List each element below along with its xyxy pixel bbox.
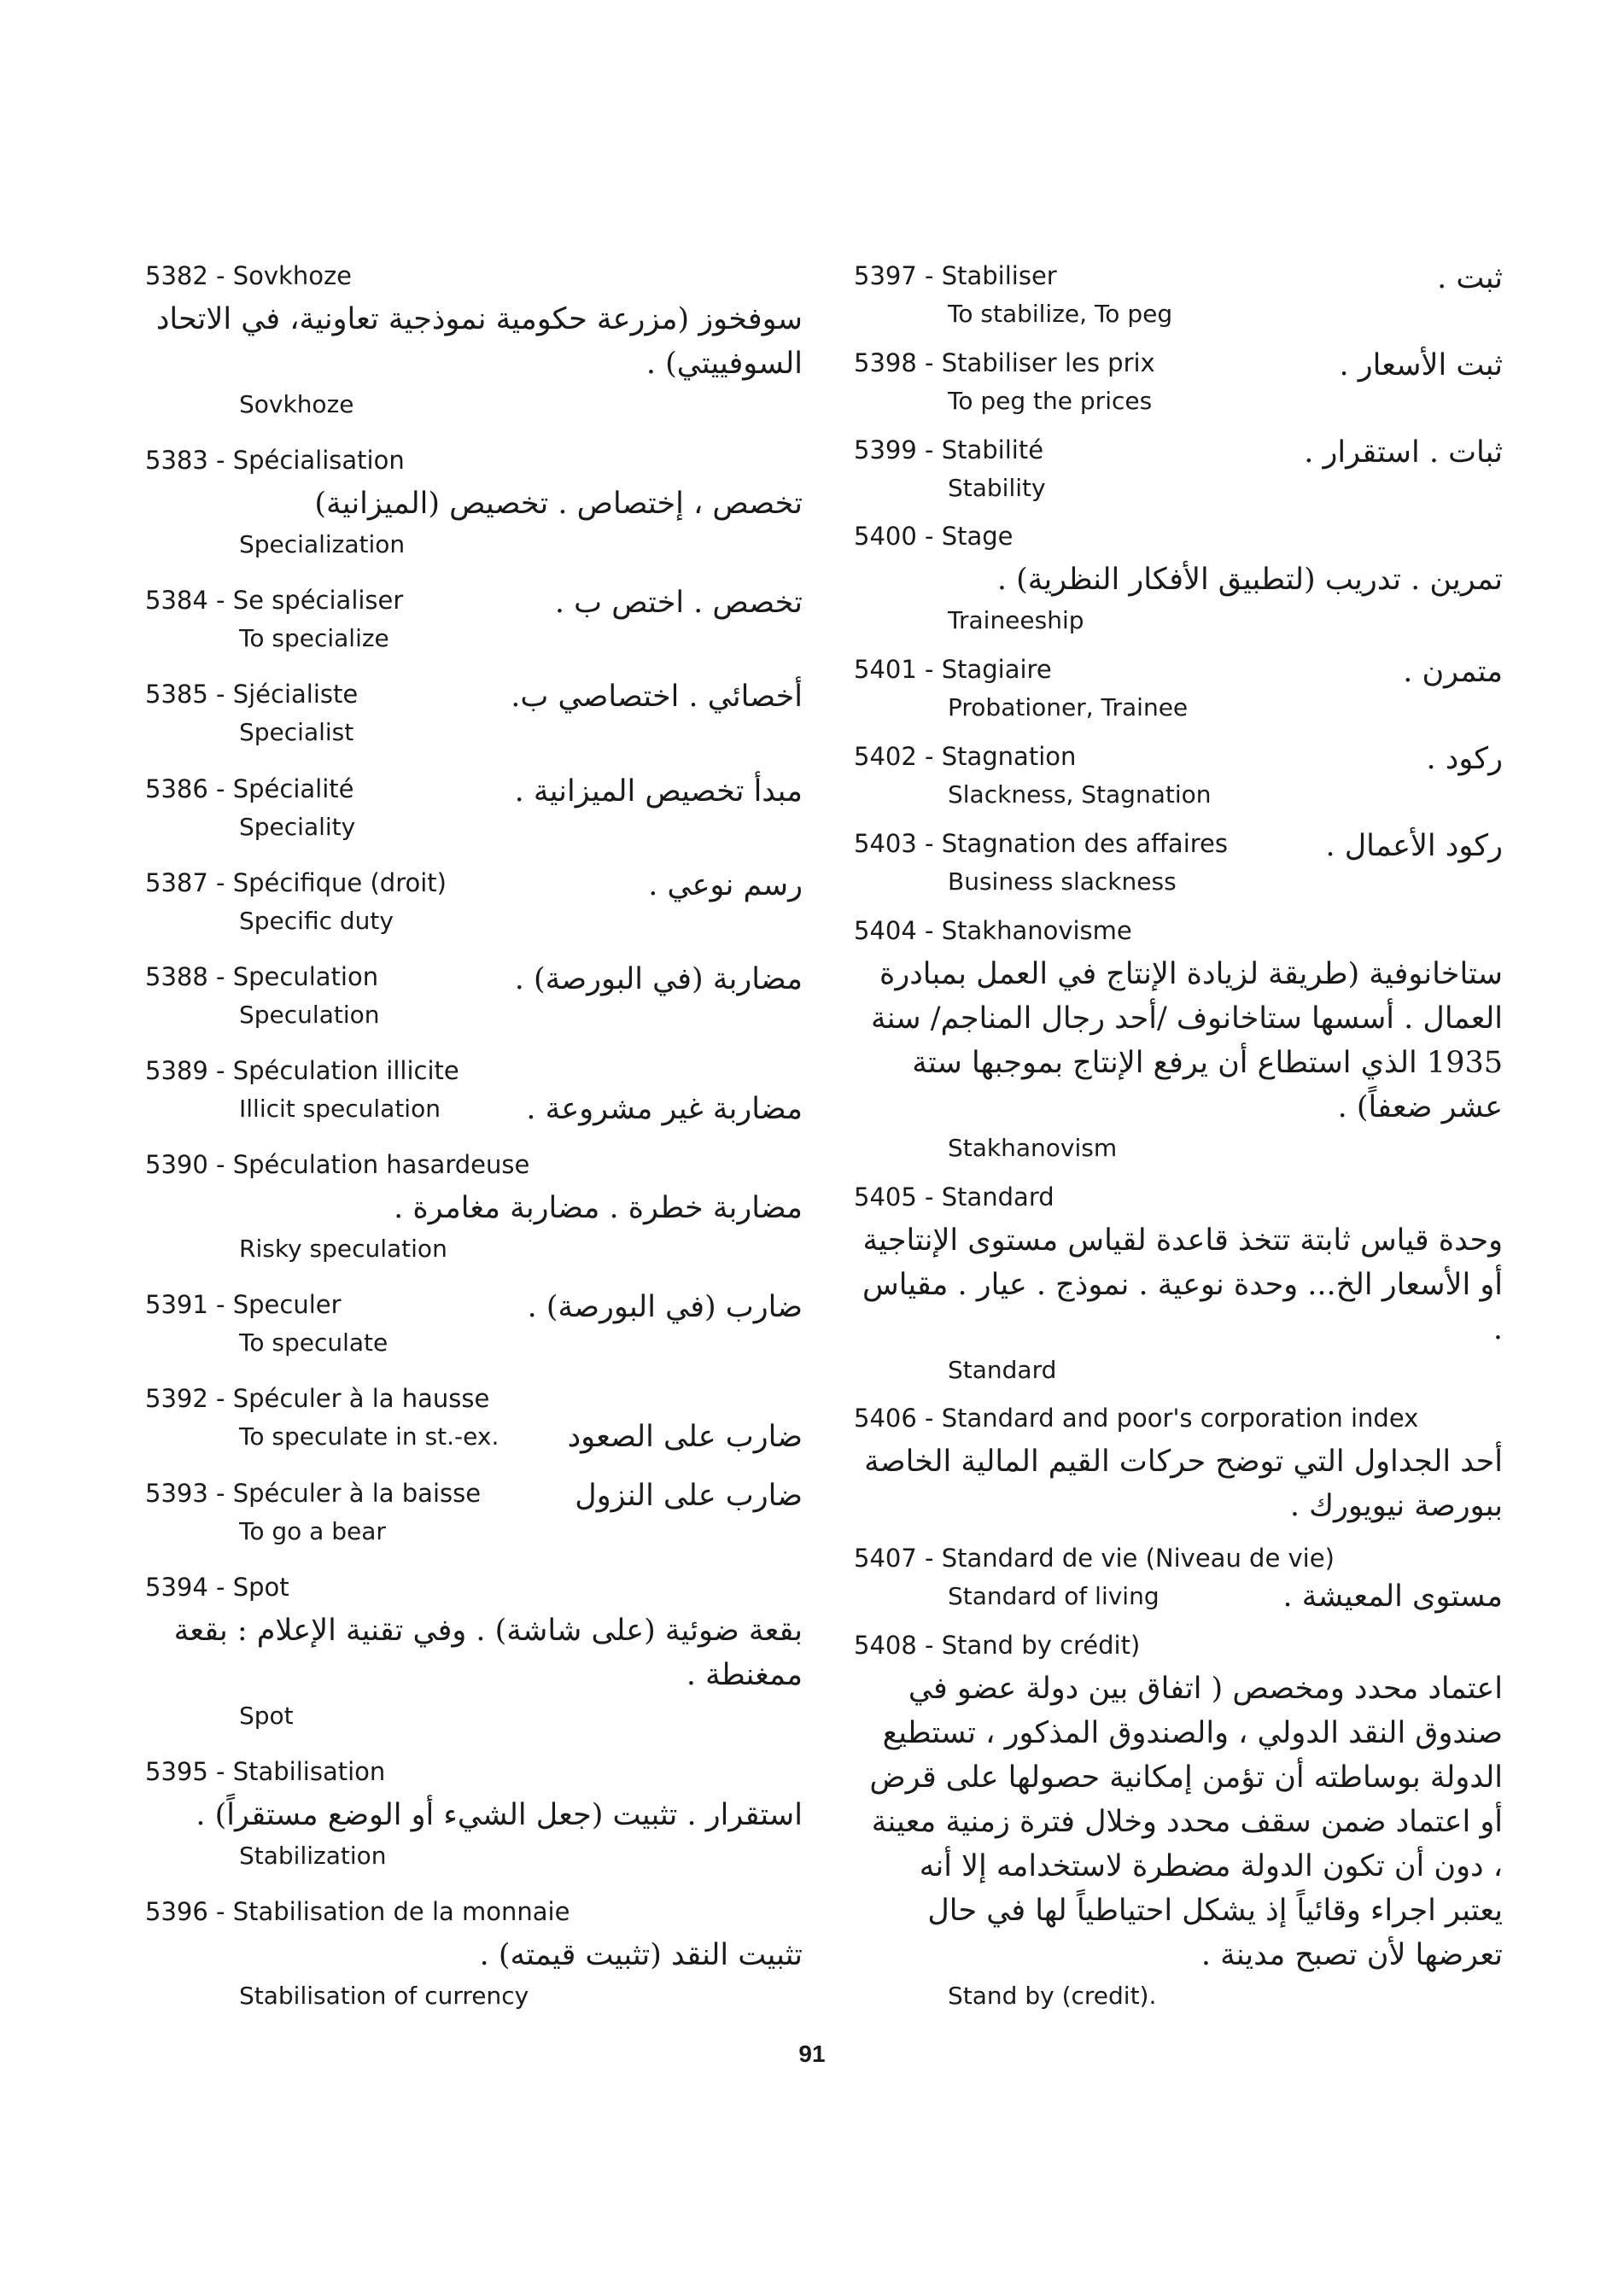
entry-number: 5397 xyxy=(854,261,917,290)
dictionary-entry-5396 xyxy=(145,1892,803,2015)
entry-term: Se spécialiser xyxy=(232,586,404,616)
entry-translation: To go a bear xyxy=(239,1516,386,1545)
entry-number: 5387 xyxy=(145,867,208,897)
entry-arabic: تثبيت النقد (تثبيت قيمته) . xyxy=(479,1937,803,1972)
entry-translation: Specific duty xyxy=(239,906,394,935)
entry-translation: Speciality xyxy=(239,812,356,841)
dictionary-entry-5388 xyxy=(145,957,803,1034)
entry-term: Sovkhoze xyxy=(232,261,353,290)
entry-separator: - xyxy=(207,1896,233,1926)
entry-arabic: وحدة قياس ثابتة تتخذ قاعدة لقياس مستوى الإنتاجية أو الأسعار الخ... وحدة نوعية . نموذج . عيار . مقياس . xyxy=(862,1223,1503,1346)
entry-head xyxy=(145,1051,803,1090)
entry-separator: - xyxy=(207,1055,233,1085)
entry-number: 5402 xyxy=(854,742,917,772)
entry-term: Stabilité xyxy=(941,435,1044,464)
entry-term: Spéculation illicite xyxy=(232,1055,459,1085)
right-column xyxy=(854,256,1503,2015)
entry-separator: - xyxy=(207,1384,233,1414)
entry-arabic: مضاربة خطرة . مضاربة مغامرة . xyxy=(394,1191,803,1226)
entry-head xyxy=(854,1626,1503,1665)
entry-head xyxy=(145,256,803,295)
entry-term: Stage xyxy=(941,522,1014,552)
entry-head xyxy=(145,1892,803,1931)
entry-arabic: تخصص ، إختصاص . تخصيص (الميزانية) xyxy=(314,487,803,522)
entry-number: 5389 xyxy=(145,1055,208,1085)
dictionary-entry-5392 xyxy=(145,1379,803,1456)
entry-arabic: أخصائي . اختصاصي ب. xyxy=(511,680,803,715)
entry-separator: - xyxy=(207,1572,233,1602)
entry-translation: Illicit speculation xyxy=(239,1094,441,1123)
dictionary-entry-5403 xyxy=(854,824,1503,901)
entry-translation: Slackness, Stagnation xyxy=(948,780,1212,809)
dictionary-entry-5385 xyxy=(145,674,803,751)
entry-number: 5384 xyxy=(145,586,208,616)
dictionary-entry-5401 xyxy=(854,650,1503,727)
entry-head xyxy=(145,1568,803,1607)
dictionary-entry-5406 xyxy=(854,1398,1503,1528)
entry-arabic: بقعة ضوئية (على شاشة) . وفي تقنية الإعلام : بقعة ممغنطة . xyxy=(173,1613,803,1692)
dictionary-entry-5408 xyxy=(854,1626,1503,2015)
entry-separator: - xyxy=(916,347,942,377)
dictionary-entry-5383 xyxy=(145,441,803,563)
entry-number: 5388 xyxy=(145,961,208,991)
entry-arabic: ضارب على النزول xyxy=(575,1478,803,1513)
entry-term: Stagnation des affaires xyxy=(941,828,1228,858)
entry-head xyxy=(854,1539,1503,1578)
entry-translation: Stand by (credit). xyxy=(948,1981,1157,2010)
entry-term: Spéculer à la baisse xyxy=(232,1478,482,1508)
entry-arabic: ركود الأعمال . xyxy=(1325,828,1503,863)
dictionary-entry-5407 xyxy=(854,1539,1503,1615)
entry-separator: - xyxy=(207,961,233,991)
entry-number: 5395 xyxy=(145,1756,208,1786)
entry-separator: - xyxy=(207,261,233,290)
entry-term: Spéculation hasardeuse xyxy=(232,1150,530,1180)
entry-term: Sjécialiste xyxy=(232,680,359,709)
entry-arabic: متمرن . xyxy=(1403,655,1503,690)
entry-translation: Stabilisation of currency xyxy=(239,1981,529,2010)
entry-term: Stakhanovisme xyxy=(941,915,1132,945)
entry-translation: Probationer, Trainee xyxy=(948,693,1189,722)
entry-arabic: ثبت . xyxy=(1437,261,1503,295)
entry-term: Stagnation xyxy=(941,742,1077,772)
entry-translation: Stakhanovism xyxy=(948,1133,1118,1162)
entry-translation: To peg the prices xyxy=(948,386,1153,415)
dictionary-entry-5395 xyxy=(145,1752,803,1875)
entry-translation-row xyxy=(145,1090,803,1128)
entry-translation: Sovkhoze xyxy=(239,390,354,418)
dictionary-entry-5405 xyxy=(854,1177,1503,1389)
entry-number: 5398 xyxy=(854,347,917,377)
entry-separator: - xyxy=(916,1404,942,1433)
entry-arabic: مضاربة غير مشروعة . xyxy=(526,1091,803,1126)
entry-arabic: ركود . xyxy=(1426,742,1503,777)
entry-head xyxy=(145,1752,803,1791)
entry-number: 5393 xyxy=(145,1478,208,1508)
entry-separator: - xyxy=(916,742,942,772)
entry-translation: Traineeship xyxy=(948,606,1084,635)
entry-separator: - xyxy=(916,915,942,945)
entry-arabic: ثبت الأسعار . xyxy=(1339,347,1503,382)
entry-separator: - xyxy=(207,680,233,709)
dictionary-entry-5397 xyxy=(854,256,1503,333)
entry-head xyxy=(145,441,803,480)
page-number: 91 xyxy=(798,2041,826,2067)
entry-translation: Stabilization xyxy=(239,1841,387,1870)
entry-number: 5385 xyxy=(145,680,208,709)
dictionary-entry-5389 xyxy=(145,1051,803,1128)
entry-number: 5404 xyxy=(854,915,917,945)
entry-term: Standard de vie (Niveau de vie) xyxy=(941,1544,1335,1574)
entry-number: 5382 xyxy=(145,261,208,290)
dictionary-entry-5391 xyxy=(145,1285,803,1362)
dictionary-entry-5393 xyxy=(145,1474,803,1550)
entry-arabic: استقرار . تثبيت (جعل الشيء أو الوضع مستقراً) . xyxy=(196,1797,803,1832)
entry-number: 5406 xyxy=(854,1404,917,1433)
entry-arabic: تخصص . اختص ب . xyxy=(554,586,803,621)
entry-head xyxy=(854,1177,1503,1217)
entry-separator: - xyxy=(916,1630,942,1660)
entry-translation: Specialization xyxy=(239,530,406,559)
entry-translation: Business slackness xyxy=(948,867,1177,896)
entry-separator: - xyxy=(916,1182,942,1212)
entry-term: Stand by crédit) xyxy=(941,1630,1141,1660)
entry-translation: To specialize xyxy=(239,624,389,653)
entry-head xyxy=(854,1398,1503,1438)
entry-arabic: ضارب (في البورصة) . xyxy=(527,1290,803,1325)
entry-number: 5392 xyxy=(145,1384,208,1414)
dictionary-entry-5402 xyxy=(854,737,1503,814)
entry-separator: - xyxy=(207,1150,233,1180)
entry-number: 5394 xyxy=(145,1572,208,1602)
dictionary-entry-5382 xyxy=(145,256,803,423)
entry-separator: - xyxy=(916,1544,942,1574)
entry-number: 5396 xyxy=(145,1896,208,1926)
entry-number: 5391 xyxy=(145,1290,208,1320)
entry-separator: - xyxy=(207,1290,233,1320)
entry-translation: Spot xyxy=(239,1701,294,1730)
entry-separator: - xyxy=(207,586,233,616)
entry-separator: - xyxy=(916,655,942,685)
entry-term: Spéculer à la hausse xyxy=(232,1384,490,1414)
entry-number: 5383 xyxy=(145,446,208,476)
entry-term: Standard and poor's corporation index xyxy=(941,1404,1419,1433)
entry-head xyxy=(854,517,1503,556)
entry-arabic: ثبات . استقرار . xyxy=(1304,435,1503,470)
entry-translation: To speculate xyxy=(239,1328,388,1358)
entry-translation: Risky speculation xyxy=(239,1235,447,1264)
entry-translation: To speculate in st.-ex. xyxy=(239,1422,499,1451)
entry-arabic: رسم نوعي . xyxy=(648,867,803,902)
entry-number: 5407 xyxy=(854,1544,917,1574)
entry-arabic: ضارب على الصعود xyxy=(567,1420,803,1455)
entry-term: Stabilisation de la monnaie xyxy=(232,1896,570,1926)
entry-arabic: سوفخوز (مزرعة حكومية نموذجية تعاونية، في الاتحاد السوفييتي) . xyxy=(155,302,803,381)
entry-term: Spot xyxy=(232,1572,289,1602)
entry-term: Speculation xyxy=(232,961,379,991)
entry-translation: Specialist xyxy=(239,718,354,747)
left-column xyxy=(145,256,803,2015)
entry-term: Stagiaire xyxy=(941,655,1052,685)
entry-number: 5401 xyxy=(854,655,917,685)
entry-term: Stabilisation xyxy=(232,1756,386,1786)
entry-separator: - xyxy=(207,774,233,803)
entry-arabic: ستاخانوفية (طريقة لزيادة الإنتاج في العمل بمبادرة العمال . أسسها ستاخانوف /أحد رجال المناجم/ سنة 1935 الذي استطاع أن يرفع الإنتاج بموجبها ستة عشر ضعفاً) . xyxy=(870,956,1503,1124)
entry-translation-row xyxy=(854,1578,1503,1615)
entry-translation: To stabilize, To peg xyxy=(948,300,1173,328)
entry-arabic: اعتماد محدد ومخصص ( اتفاق بين دولة عضو في صندوق النقد الدولي ، والصندوق المذكور ، تستطيع الدولة بوساطته أن تؤمن إمكانية حصولها على قرض أو اعتماد ضمن سقف محدد وخلال فترة زمنية معينة ، دون أن تكون الدولة مضطرة لاستخدامه إلا أنه يعتبر اجراء وقائياً إذ يشكل احتياطياً لها في حال تعرضها لأن تصبح مدينة . xyxy=(869,1671,1503,1972)
entry-term: Spécialisation xyxy=(232,446,405,476)
entry-number: 5408 xyxy=(854,1630,917,1660)
entry-term: Speculer xyxy=(232,1290,342,1320)
entry-separator: - xyxy=(916,828,942,858)
dictionary-entry-5398 xyxy=(854,343,1503,420)
dictionary-entry-5390 xyxy=(145,1145,803,1268)
dictionary-entry-5404 xyxy=(854,911,1503,1167)
entry-separator: - xyxy=(207,1756,233,1786)
entry-arabic: تمرين . تدريب (لتطبيق الأفكار النظرية) . xyxy=(996,563,1503,598)
dictionary-entry-5387 xyxy=(145,863,803,940)
entry-head xyxy=(854,911,1503,950)
entry-term: Standard xyxy=(941,1182,1054,1212)
entry-head xyxy=(145,1145,803,1184)
entry-term: Stabiliser les prix xyxy=(941,347,1155,377)
entry-separator: - xyxy=(207,446,233,476)
entry-number: 5400 xyxy=(854,522,917,552)
entry-number: 5386 xyxy=(145,774,208,803)
dictionary-entry-5394 xyxy=(145,1568,803,1735)
entry-term: Stabiliser xyxy=(941,261,1057,290)
entry-arabic: مستوى المعيشة . xyxy=(1282,1579,1503,1614)
entry-translation: Standard xyxy=(948,1355,1057,1384)
entry-number: 5390 xyxy=(145,1150,208,1180)
entry-arabic: مضاربة (في البورصة) . xyxy=(514,961,803,996)
entry-arabic: أحد الجداول التي توضح حركات القيم المالية الخاصة ببورصة نيويورك . xyxy=(864,1445,1503,1524)
entry-translation: Speculation xyxy=(239,1000,380,1029)
entry-term: Spécifique (droit) xyxy=(232,867,447,897)
dictionary-entry-5386 xyxy=(145,769,803,846)
dictionary-entry-5400 xyxy=(854,517,1503,639)
entry-separator: - xyxy=(207,1478,233,1508)
entry-translation: Stability xyxy=(948,473,1046,502)
entry-translation-row xyxy=(145,1418,803,1456)
entry-head xyxy=(145,1379,803,1418)
entry-term: Spécialité xyxy=(232,774,354,803)
entry-separator: - xyxy=(207,867,233,897)
dictionary-entry-5399 xyxy=(854,430,1503,507)
entry-number: 5399 xyxy=(854,435,917,464)
entry-separator: - xyxy=(916,435,942,464)
entry-number: 5403 xyxy=(854,828,917,858)
dictionary-entry-5384 xyxy=(145,581,803,657)
entry-translation: Standard of living xyxy=(948,1582,1160,1611)
entry-separator: - xyxy=(916,261,942,290)
entry-separator: - xyxy=(916,522,942,552)
entry-number: 5405 xyxy=(854,1182,917,1212)
entry-arabic: مبدأ تخصيص الميزانية . xyxy=(514,774,803,809)
